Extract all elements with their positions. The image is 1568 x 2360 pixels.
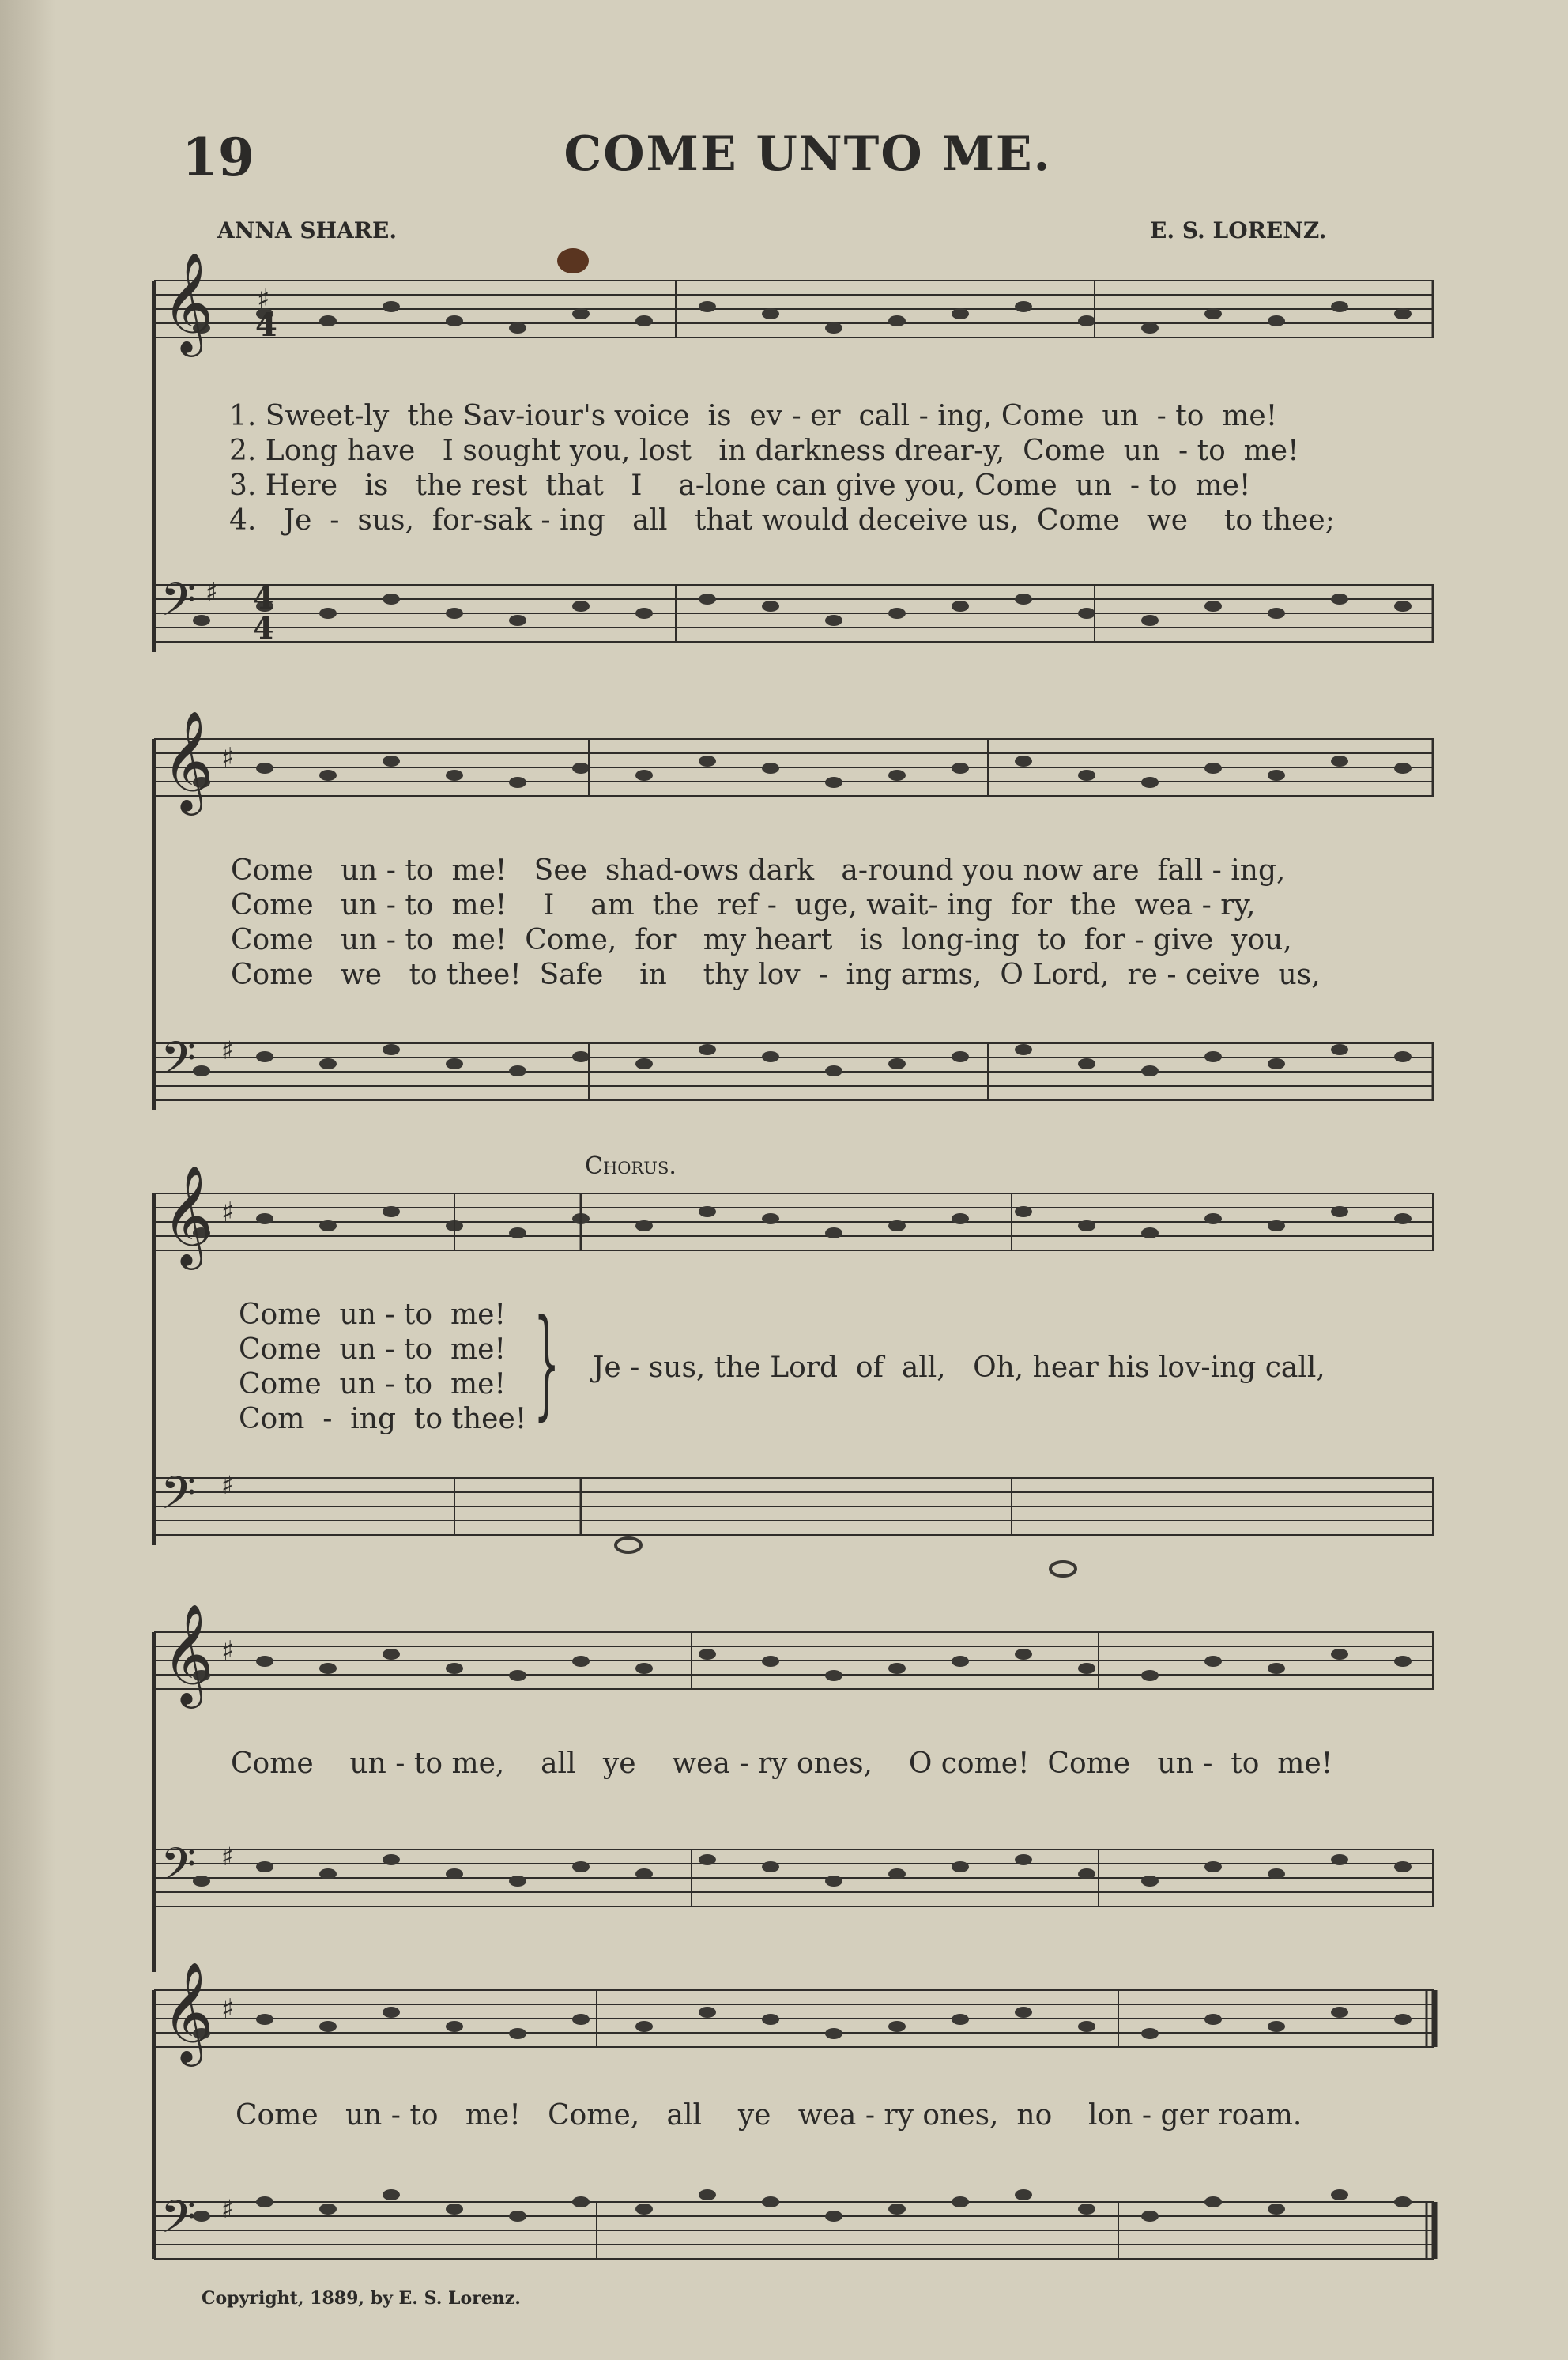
page-number: 19 bbox=[182, 126, 254, 188]
system-3-bass bbox=[154, 1466, 1434, 1576]
svg-text:𝄞: 𝄞 bbox=[162, 1603, 214, 1704]
lyric-brace: } bbox=[533, 1295, 560, 1432]
svg-text:♯: ♯ bbox=[221, 1035, 234, 1065]
verse-line-3: 3. Here is the rest that I a-lone can give you, Come un - to me! bbox=[229, 469, 1251, 502]
chorus-line-2: Come un - to me, all ye wea - ry ones, O come! Come un - to me! bbox=[231, 1747, 1333, 1780]
svg-text:𝄢: 𝄢 bbox=[160, 1838, 197, 1902]
svg-text:♯: ♯ bbox=[221, 1993, 235, 2025]
hymn-title: COME UNTO ME. bbox=[564, 126, 1052, 182]
verse-line-2: 2. Long have I sought you, lost in darkness drear-y, Come un - to me! bbox=[229, 435, 1299, 467]
svg-text:♯: ♯ bbox=[221, 1635, 235, 1667]
system-2-bass bbox=[154, 1031, 1434, 1100]
svg-text:𝄢: 𝄢 bbox=[160, 1031, 197, 1096]
svg-text:4: 4 bbox=[253, 610, 274, 646]
svg-text:♯: ♯ bbox=[221, 1842, 234, 1872]
svg-text:4: 4 bbox=[253, 580, 274, 616]
verse-line-4: 4. Je - sus, for-sak - ing all that would deceive us, Come we to thee; bbox=[229, 504, 1335, 537]
verse-line-3: Come un - to me! Come, for my heart is long-ing to for - give you, bbox=[231, 924, 1292, 956]
verse-line-2: Come un - to me! I am the ref - uge, wait- ing for the wea - ry, bbox=[231, 889, 1256, 922]
chorus-line: Je - sus, the Lord of all, Oh, hear his lov-ing call, bbox=[593, 1352, 1325, 1384]
svg-text:𝄞: 𝄞 bbox=[162, 251, 214, 352]
svg-text:♯: ♯ bbox=[257, 284, 270, 315]
verse-line-1: Come un - to me! See shad-ows dark a-round you now are fall - ing, bbox=[231, 854, 1286, 887]
chorus-echo-line-3: Come un - to me! bbox=[239, 1368, 506, 1401]
svg-text:𝄢: 𝄢 bbox=[160, 2190, 197, 2255]
composer-credit: E. S. LORENZ. bbox=[1150, 217, 1327, 243]
system-1-bass bbox=[154, 573, 1434, 646]
svg-text:4: 4 bbox=[255, 307, 277, 344]
svg-text:𝄢: 𝄢 bbox=[160, 1466, 197, 1531]
ink-blot bbox=[557, 248, 589, 273]
chorus-echo-line-4: Com - ing to thee! bbox=[239, 1403, 527, 1435]
system-4 bbox=[154, 1603, 1434, 1972]
system-5-bass bbox=[154, 2189, 1434, 2259]
svg-text:𝄞: 𝄞 bbox=[162, 1961, 214, 2062]
svg-text:♯: ♯ bbox=[221, 2194, 234, 2224]
verse-line-4: Come we to thee! Safe in thy lov - ing arms, O Lord, re - ceive us, bbox=[231, 959, 1321, 991]
svg-text:♯: ♯ bbox=[221, 1197, 235, 1228]
svg-text:♯: ♯ bbox=[205, 577, 218, 607]
verse-line-1: 1. Sweet-ly the Sav-iour's voice is ev - er call - ing, Come un - to me! bbox=[229, 400, 1278, 432]
copyright-notice: Copyright, 1889, by E. S. Lorenz. bbox=[202, 2288, 521, 2309]
lyricist-credit: ANNA SHARE. bbox=[217, 217, 398, 243]
chorus-echo-line-1: Come un - to me! bbox=[239, 1299, 506, 1331]
svg-text:𝄞: 𝄞 bbox=[162, 710, 214, 811]
svg-text:𝄢: 𝄢 bbox=[160, 573, 197, 638]
chorus-echo-line-2: Come un - to me! bbox=[239, 1333, 506, 1366]
svg-text:𝄞: 𝄞 bbox=[162, 1164, 214, 1265]
svg-text:♯: ♯ bbox=[221, 1470, 234, 1500]
chorus-line-3: Come un - to me! Come, all ye wea - ry ones, no lon - ger roam. bbox=[236, 2099, 1302, 2132]
svg-text:♯: ♯ bbox=[221, 742, 235, 774]
system-4-bass bbox=[154, 1838, 1434, 1906]
chorus-label: Chorus. bbox=[585, 1152, 677, 1180]
